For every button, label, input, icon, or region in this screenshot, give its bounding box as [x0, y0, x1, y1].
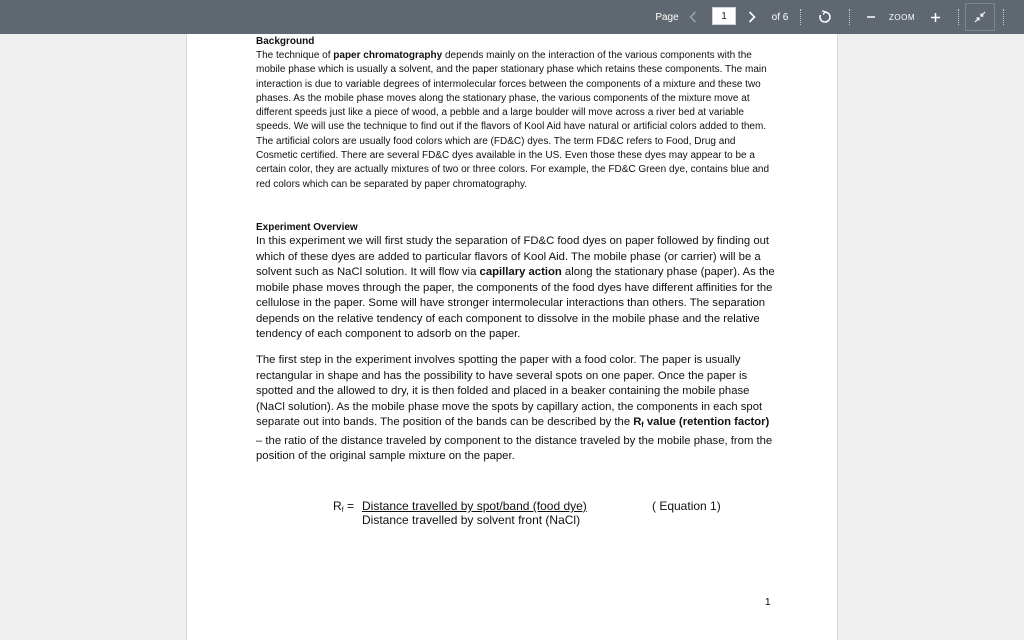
toolbar-divider — [849, 9, 850, 25]
rf-subscript: f — [641, 422, 644, 429]
text-segment: along the stationary phase (paper). As the mobile phase moves through the paper, the components of the food dyes have different affinities for the cellulose in the paper. Some will have stronger intermolecular interactions than others. The separation depends on the relative tendency of each component to dissolve in the mobile phase and the relative tendency of each component to adsorb on the paper. — [256, 266, 775, 340]
equation-lhs — [333, 499, 354, 519]
rf-symbol: R — [633, 416, 642, 428]
zoom-in-button[interactable] — [926, 0, 944, 34]
previous-page-button[interactable] — [684, 0, 702, 34]
toolbar-divider — [800, 9, 801, 25]
text-segment: depends mainly on the interaction of the various components with the mobile phase which is usually a solvent, and the paper stationary phase which retains these components. The main interaction is due to variable degrees of intermolecular forces between the components of a mixture and these two phases. As the mobile phase moves along the stationary phase, the various components of the mixture move at different speeds just like a piece of wood, a pebble and a large boulder will move across a river bed at variable speeds. We will use the technique to find out if the flavors of Kool Aid have natural or artificial colors added to them. The artificial colors are usually food colors which are (FD&C) dyes. The term FD&C refers to Food, Drug and Cosmetic certified. There are several FD&C dyes available in the US. Even those these dyes may appear to be a certain color, they are actually mixtures of two or three colors. For example, the FD&C Green dye, contains blue and red colors which can be separated by paper chromatography. — [256, 50, 770, 190]
toolbar-divider — [1003, 9, 1004, 25]
plus-icon — [930, 12, 941, 23]
text-segment: The first step in the experiment involves spotting the paper with a food color. The paper is usually rectangular in shape and has the possibility to have several spots on one paper. Once the paper is spotted and the allowed to dry, it is then folded and placed in a beaker containing the mobile phase (NaCl solution). As the mobile phase move the spots by capillary action, the components in each spot separate out into bands. The position of the bands can be described by the — [256, 354, 763, 428]
refresh-icon — [818, 10, 832, 24]
pdf-toolbar — [0, 0, 1024, 34]
bold-term-tail: value (retention factor) — [643, 416, 770, 428]
background-heading: Background — [256, 36, 315, 47]
page-label: Page — [655, 11, 679, 23]
zoom-label: ZOOM — [889, 12, 915, 22]
document-page — [186, 34, 838, 640]
document-viewer[interactable] — [0, 34, 1024, 640]
chevron-left-icon — [689, 11, 697, 23]
equation-label: ( Equation 1) — [652, 499, 721, 513]
zoom-out-button[interactable] — [862, 0, 880, 34]
minus-icon — [866, 12, 876, 22]
collapse-icon — [974, 11, 986, 23]
spotting-paragraph — [256, 353, 776, 465]
equation-denominator: Distance travelled by solvent front (NaCl) — [362, 513, 581, 527]
overview-heading: Experiment Overview — [256, 222, 358, 233]
text-segment: In this experiment we will first study the separation of FD&C food dyes on paper followed by finding out which of these dyes are added to particular flavors of Kool Aid. The mobile phase (or carrier) will be a solvent such as NaCl solution. It will flow via — [256, 235, 770, 278]
equation-numerator: Distance travelled by spot/band (food dye) — [362, 499, 587, 513]
next-page-button[interactable] — [742, 0, 762, 34]
page-number-input[interactable] — [712, 7, 736, 25]
toolbar-divider — [958, 9, 959, 25]
text-segment: – the ratio of the distance traveled by component to the distance traveled by the mobile phase, from the position of the original sample mixture on the paper. — [256, 434, 773, 462]
bold-term: paper chromatography — [333, 50, 443, 61]
exit-fullscreen-button[interactable] — [965, 3, 995, 31]
background-paragraph — [256, 49, 776, 192]
rf-subscript: f — [341, 507, 344, 514]
rf-symbol: R — [333, 499, 342, 513]
rotate-button[interactable] — [814, 0, 836, 34]
chevron-right-icon — [748, 11, 756, 23]
rf-equation — [256, 499, 776, 539]
page-number: 1 — [765, 597, 771, 608]
page-count-label: of 6 — [771, 11, 789, 23]
overview-paragraph — [256, 234, 776, 343]
bold-term — [633, 416, 769, 428]
equals-sign: = — [343, 499, 354, 513]
text-segment: The technique of — [256, 50, 334, 61]
bold-term: capillary action — [479, 266, 562, 278]
